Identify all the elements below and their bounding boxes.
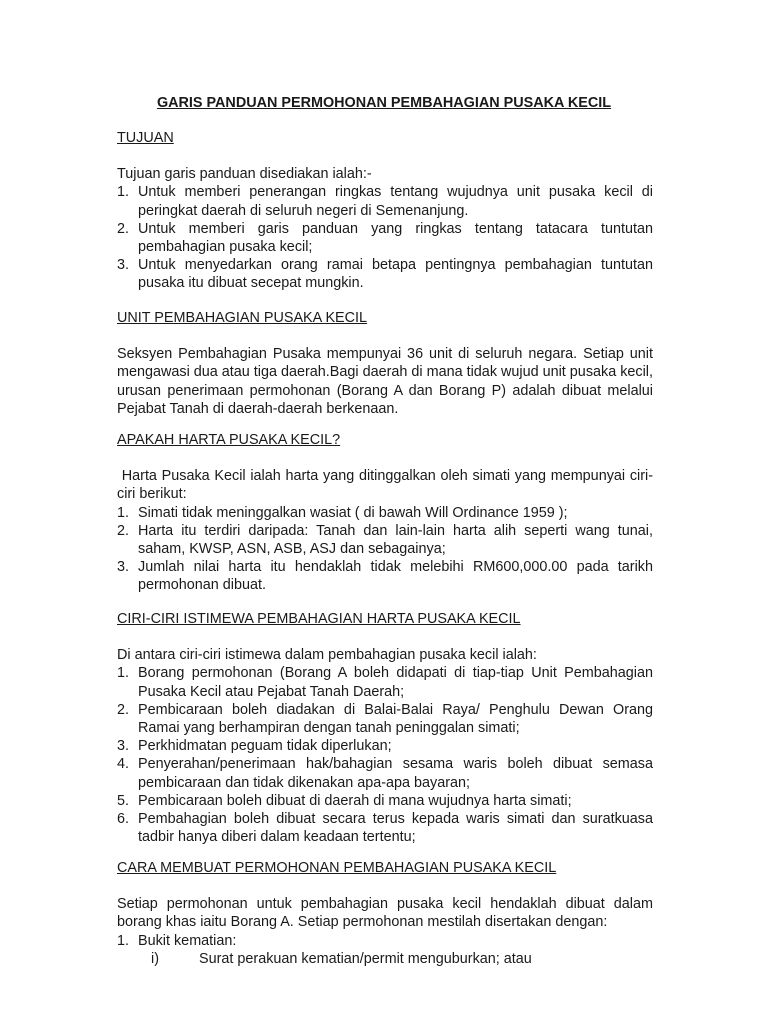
section-cara [117,859,653,968]
document-title: GARIS PANDUAN PERMOHONAN PEMBAHAGIAN PUSAKA KECIL [156,95,612,111]
list-number: 1. [117,504,130,521]
list-number: 3. [117,559,130,576]
list-text: Bukit kematian: [138,932,237,949]
list-item [117,810,653,846]
unit-body: Seksyen Pembahagian Pusaka mempunyai 36 unit di seluruh negara. Setiap unit mengawasi dua atau tiga daerah.Bagi daerah di mana tidak wujud unit pusaka kecil, urusan penerimaan permohonan (Borang A dan Borang P) adalah dibuat melalui Pejabat Tanah di daerah-daerah berkenaan. [117,346,653,417]
heading-cara: CARA MEMBUAT PERMOHONAN PEMBAHAGIAN PUSAKA KECIL [117,860,557,876]
list-text: Untuk memberi garis panduan yang ringkas tentang tatacara tuntutan pembahagian pusaka kecil; [138,220,653,256]
sub-list-item [117,950,653,968]
apakah-list [117,504,653,595]
list-number: 2. [117,522,130,539]
apakah-intro: Harta Pusaka Kecil ialah harta yang ditinggalkan oleh simati yang mempunyai ciri-ciri berikut: [117,468,654,503]
list-text: Harta itu terdiri daripada: Tanah dan lain-lain harta alih seperti wang tunai, saham, KWSP, ASN, ASB, ASJ dan sebagainya; [138,522,653,558]
list-number: 1. [117,932,130,949]
list-item [117,220,653,256]
list-item [117,183,653,219]
sub-list-text: Surat perakuan kematian/permit menguburkan; atau [199,950,532,967]
list-item [117,558,653,594]
tujuan-list [117,183,653,292]
heading-ciri: CIRI-CIRI ISTIMEWA PEMBAHAGIAN HARTA PUSAKA KECIL [117,611,521,627]
ciri-list [117,664,653,846]
section-tujuan [117,129,653,293]
section-ciri [117,610,653,846]
list-number: 5. [117,792,130,809]
cara-list [117,932,653,950]
list-item [117,701,653,737]
tujuan-intro: Tujuan garis panduan disediakan ialah:- [117,166,372,183]
list-item [117,256,653,292]
list-text: Borang permohonan (Borang A boleh didapati di tiap-tiap Unit Pembahagian Pusaka Kecil atau Pejabat Tanah Daerah; [138,665,653,700]
list-item [117,755,653,791]
list-text: Pembahagian boleh dibuat secara terus kepada waris simati dan suratkuasa tadbir hanya diberi dalam keadaan tertentu; [138,811,653,846]
heading-unit: UNIT PEMBAHAGIAN PUSAKA KECIL [117,310,368,326]
list-text: Untuk memberi penerangan ringkas tentang wujudnya unit pusaka kecil di peringkat daerah di seluruh negeri di Semenanjung. [138,184,653,219]
list-number: 4. [117,756,130,773]
section-apakah [117,431,653,595]
list-number: 1. [117,665,130,682]
list-text: Pembicaraan boleh dibuat di daerah di mana wujudnya harta simati; [138,792,572,809]
sub-list-number: i) [151,950,159,967]
list-text: Pembicaraan boleh diadakan di Balai-Balai Raya/ Penghulu Dewan Orang Ramai yang berhampiran dengan tanah peninggalan simati; [138,701,653,737]
section-unit [117,309,653,418]
list-text: Perkhidmatan peguam tidak diperlukan; [138,738,392,755]
list-item [117,737,653,755]
list-text: Simati tidak meninggalkan wasiat ( di bawah Will Ordinance 1959 ); [138,504,568,521]
list-text: Untuk menyedarkan orang ramai betapa pentingnya pembahagian tuntutan pusaka itu dibuat secepat mungkin. [138,257,653,292]
ciri-intro: Di antara ciri-ciri istimewa dalam pembahagian pusaka kecil ialah: [117,647,537,664]
list-number: 3. [117,738,130,755]
list-number: 6. [117,811,130,828]
list-item [117,932,653,950]
cara-intro: Setiap permohonan untuk pembahagian pusaka kecil hendaklah dibuat dalam borang khas iaitu Borang A. Setiap permohonan mestilah disertakan dengan: [117,896,653,931]
list-text: Jumlah nilai harta itu hendaklah tidak melebihi RM600,000.00 pada tarikh permohonan dibuat. [138,559,653,594]
list-item [117,792,653,810]
list-number: 1. [117,184,130,201]
list-item [117,664,653,700]
list-number: 3. [117,257,130,274]
heading-apakah: APAKAH HARTA PUSAKA KECIL? [117,432,341,448]
list-item [117,504,653,522]
list-number: 2. [117,701,130,718]
list-number: 2. [117,220,130,237]
heading-tujuan: TUJUAN [117,130,174,146]
list-text: Penyerahan/penerimaan hak/bahagian sesama waris boleh dibuat semasa pembicaraan dan tidak dikenakan apa-apa bayaran; [138,756,653,791]
list-item [117,522,653,558]
